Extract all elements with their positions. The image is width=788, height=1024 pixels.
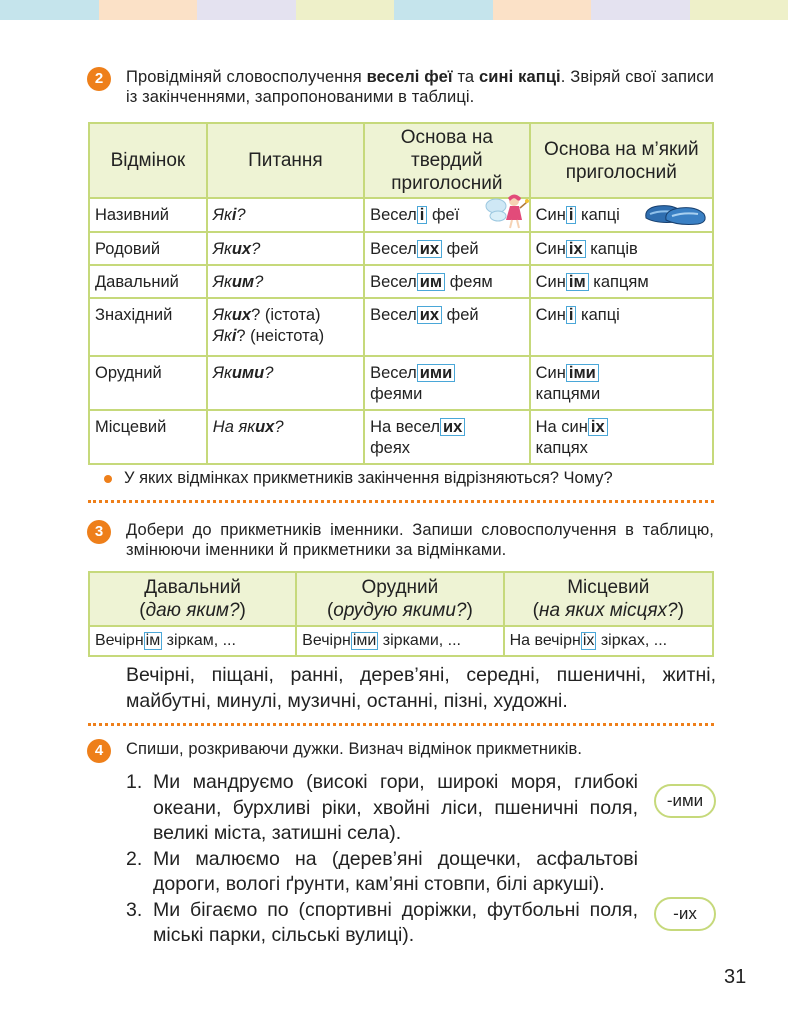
example-ending: іх — [582, 632, 595, 649]
adjective-ending: ім — [566, 273, 589, 291]
slippers-illustration — [642, 196, 710, 228]
color-segment — [394, 0, 493, 20]
case-name: Називний — [89, 198, 207, 232]
adjective-ending: і — [566, 306, 577, 324]
table-row — [89, 232, 713, 265]
task-4 — [88, 739, 714, 759]
question-tail: ? — [254, 273, 264, 291]
question-cell — [207, 410, 364, 464]
table-row — [89, 265, 713, 298]
task-2-instruction: Провідміняй словосполучення веселі феї та сині капці. Звіряй свої записи із закінченнями, запропонованими в таблиці. — [126, 68, 714, 106]
example-cell — [504, 626, 713, 656]
color-segment — [99, 0, 198, 20]
color-segment — [493, 0, 592, 20]
question-tail: ? — [274, 418, 284, 436]
case-header-name: Давальний — [144, 577, 241, 598]
question-ending: их — [255, 418, 275, 436]
question-cell — [207, 265, 364, 298]
task-number-badge: 3 — [87, 520, 111, 544]
soft-stem-cell — [530, 298, 713, 356]
header-case: Відмінок — [89, 123, 207, 198]
question-tail: ? (неістота) — [236, 327, 325, 345]
question-stem: Як — [212, 273, 232, 291]
adjective-stem: Син — [535, 206, 566, 224]
question-stem: Як — [212, 206, 232, 224]
list-item-number: 3. — [126, 898, 143, 921]
case-header-paren: ) — [677, 600, 684, 621]
color-segment — [690, 0, 788, 20]
noun: феям — [445, 273, 493, 291]
list-item-text: Ми мандруємо (високі гори, широкі моря, глибокі океани, бурхливі ріки, хвойні ліси, пшеничні поля, великі міста, затишні села). — [153, 771, 638, 844]
header-soft-stem: Основа на м’який приголосний — [530, 123, 713, 198]
question-cell — [207, 232, 364, 265]
noun: фей — [442, 240, 479, 258]
adjective-stem: Весел — [370, 240, 417, 258]
case-practice-table — [88, 571, 714, 657]
fairy-leg — [510, 220, 512, 228]
adjective-ending: ими — [417, 364, 456, 382]
header-question: Питання — [207, 123, 364, 198]
list-item — [126, 847, 638, 898]
noun: феях — [370, 439, 410, 457]
example-noun: зіркам, ... — [162, 632, 236, 649]
question-cell — [207, 298, 364, 356]
task-4-instruction: Спиши, розкриваючи дужки. Визнач відмінок прикметників. — [126, 740, 583, 758]
list-item-text: Ми бігаємо по (спортивні доріжки, футбольні поля, міські парки, сільські вулиці). — [153, 898, 638, 946]
adjective-ending: их — [417, 306, 442, 324]
wand-star — [525, 199, 529, 203]
question-ending: ими — [231, 364, 265, 382]
ending-hint-imy: -ими — [654, 784, 716, 818]
adjective-ending: их — [417, 240, 442, 258]
table-row — [89, 356, 713, 410]
case-name: Місцевий — [89, 410, 207, 464]
noun: капцями — [535, 385, 601, 403]
case-header-name: Місцевий — [567, 577, 650, 598]
case-header-question: на яких місцях? — [538, 600, 678, 621]
case-name: Орудний — [89, 356, 207, 410]
question-ending: их — [231, 306, 252, 324]
header-hard-stem: Основа на твердий приголосний — [364, 123, 530, 198]
hard-stem-cell — [364, 232, 530, 265]
hard-stem-cell — [364, 265, 530, 298]
case-name: Давальний — [89, 265, 207, 298]
list-item-number: 2. — [126, 847, 143, 870]
hard-stem-cell — [364, 298, 530, 356]
case-header-question: орудую якими? — [333, 600, 467, 621]
noun: феї — [427, 206, 460, 224]
case-header — [504, 572, 713, 626]
bullet-question: У яких відмінках прикметників закінчення відрізняються? Чому? — [104, 469, 613, 488]
noun: капці — [576, 306, 620, 324]
list-item-number: 1. — [126, 771, 143, 793]
question-tail: ? — [236, 206, 246, 224]
adjective-stem: Син — [535, 273, 566, 291]
question-stem: Як — [212, 364, 232, 382]
adjective-stem: Весел — [370, 306, 417, 324]
case-header-paren: ) — [466, 600, 473, 621]
list-item — [126, 770, 638, 847]
case-header-question: даю яким? — [145, 600, 240, 621]
table-row — [89, 410, 713, 464]
question-stem: Як — [212, 240, 232, 258]
adjective-ending: іх — [566, 240, 586, 258]
question-cell — [207, 198, 364, 232]
adjective-ending: им — [417, 273, 445, 291]
ending-hint-ykh: -их — [654, 897, 716, 931]
case-name: Родовий — [89, 232, 207, 265]
color-segment — [0, 0, 99, 20]
fairy-dress — [506, 206, 522, 220]
adjective-stem: Весел — [370, 273, 417, 291]
adjective-stem: Син — [535, 240, 566, 258]
top-color-bar — [0, 0, 788, 20]
page-number: 31 — [724, 966, 747, 988]
noun: капцям — [588, 273, 649, 291]
example-stem: На вечірн — [509, 632, 581, 649]
fairy-illustration — [484, 192, 530, 230]
noun: капців — [585, 240, 638, 258]
fairy-wand — [520, 202, 527, 208]
question-ending: і — [231, 206, 237, 224]
adjective-stem: Весел — [370, 206, 417, 224]
soft-stem-cell — [530, 356, 713, 410]
adjective-stem: На син — [535, 418, 588, 436]
task-number-badge: 4 — [87, 739, 111, 763]
adjective-stem: Син — [535, 306, 566, 324]
case-header-paren: ( — [326, 600, 334, 621]
question-ending: их — [231, 240, 252, 258]
soft-stem-cell — [530, 265, 713, 298]
question-tail: ? — [251, 240, 261, 258]
dotted-divider — [88, 500, 714, 503]
soft-stem-cell — [530, 410, 713, 464]
question-stem: Як — [212, 327, 232, 345]
task-4-sentence-list — [126, 770, 638, 949]
noun: фей — [442, 306, 479, 324]
case-header-paren: ( — [532, 600, 539, 621]
table-row — [89, 198, 713, 232]
list-item — [126, 898, 638, 949]
color-segment — [296, 0, 395, 20]
example-ending: ім — [145, 632, 161, 649]
adjective-ending: іми — [566, 364, 599, 382]
case-header — [296, 572, 503, 626]
soft-stem-cell — [530, 232, 713, 265]
color-segment — [591, 0, 690, 20]
noun: феями — [370, 385, 423, 403]
dotted-divider — [88, 723, 714, 726]
task-2 — [88, 67, 714, 107]
question-ending: і — [231, 327, 237, 345]
task-3 — [88, 520, 714, 560]
noun: капці — [576, 206, 620, 224]
case-name: Знахідний — [89, 298, 207, 356]
color-segment — [197, 0, 296, 20]
adjective-stem: Весел — [370, 364, 417, 382]
case-header-name: Орудний — [361, 577, 439, 598]
question-cell — [207, 356, 364, 410]
hard-stem-cell — [364, 356, 530, 410]
question-tail: ? — [264, 364, 274, 382]
example-stem: Вечірн — [302, 632, 351, 649]
fairy-leg — [517, 220, 519, 228]
adjective-word-list: Вечірні, піщані, ранні, дерев’яні, середні, пшеничні, житні, майбутні, минулі, музичні, останні, пізні, художні. — [126, 664, 716, 712]
adjective-ending: іх — [588, 418, 608, 436]
task-3-instruction: Добери до прикметників іменники. Запиши словосполучення в таблицю, змінюючи іменники й прикметники за відмінками. — [126, 521, 714, 559]
task-number-badge: 2 — [87, 67, 111, 91]
declension-table — [88, 122, 714, 465]
adjective-ending: их — [440, 418, 465, 436]
example-noun: зірках, ... — [596, 632, 668, 649]
case-header-paren: ( — [139, 600, 146, 621]
example-stem: Вечірн — [95, 632, 144, 649]
case-header — [89, 572, 296, 626]
bullet-dot — [104, 475, 112, 483]
adjective-ending: і — [417, 206, 428, 224]
slipper-right — [666, 208, 705, 225]
hard-stem-cell — [364, 410, 530, 464]
example-ending: іми — [352, 632, 377, 649]
question-stem: На як — [212, 418, 256, 436]
example-cell — [89, 626, 296, 656]
noun: капцях — [535, 439, 588, 457]
question-ending: им — [231, 273, 255, 291]
case-header-paren: ) — [239, 600, 246, 621]
list-item-text: Ми малюємо на (дерев’яні дощечки, асфальтові дороги, вологі ґрунти, кам’яні стовпи, білі аркуші). — [153, 847, 638, 895]
example-noun: зірками, ... — [378, 632, 461, 649]
question-stem: Як — [212, 306, 232, 324]
adjective-ending: і — [566, 206, 577, 224]
example-cell — [296, 626, 503, 656]
fairy-wing-lower — [490, 211, 506, 221]
adjective-stem: Син — [535, 364, 566, 382]
table-row — [89, 298, 713, 356]
question-tail: ? (істота) — [251, 306, 321, 324]
adjective-stem: На весел — [370, 418, 441, 436]
